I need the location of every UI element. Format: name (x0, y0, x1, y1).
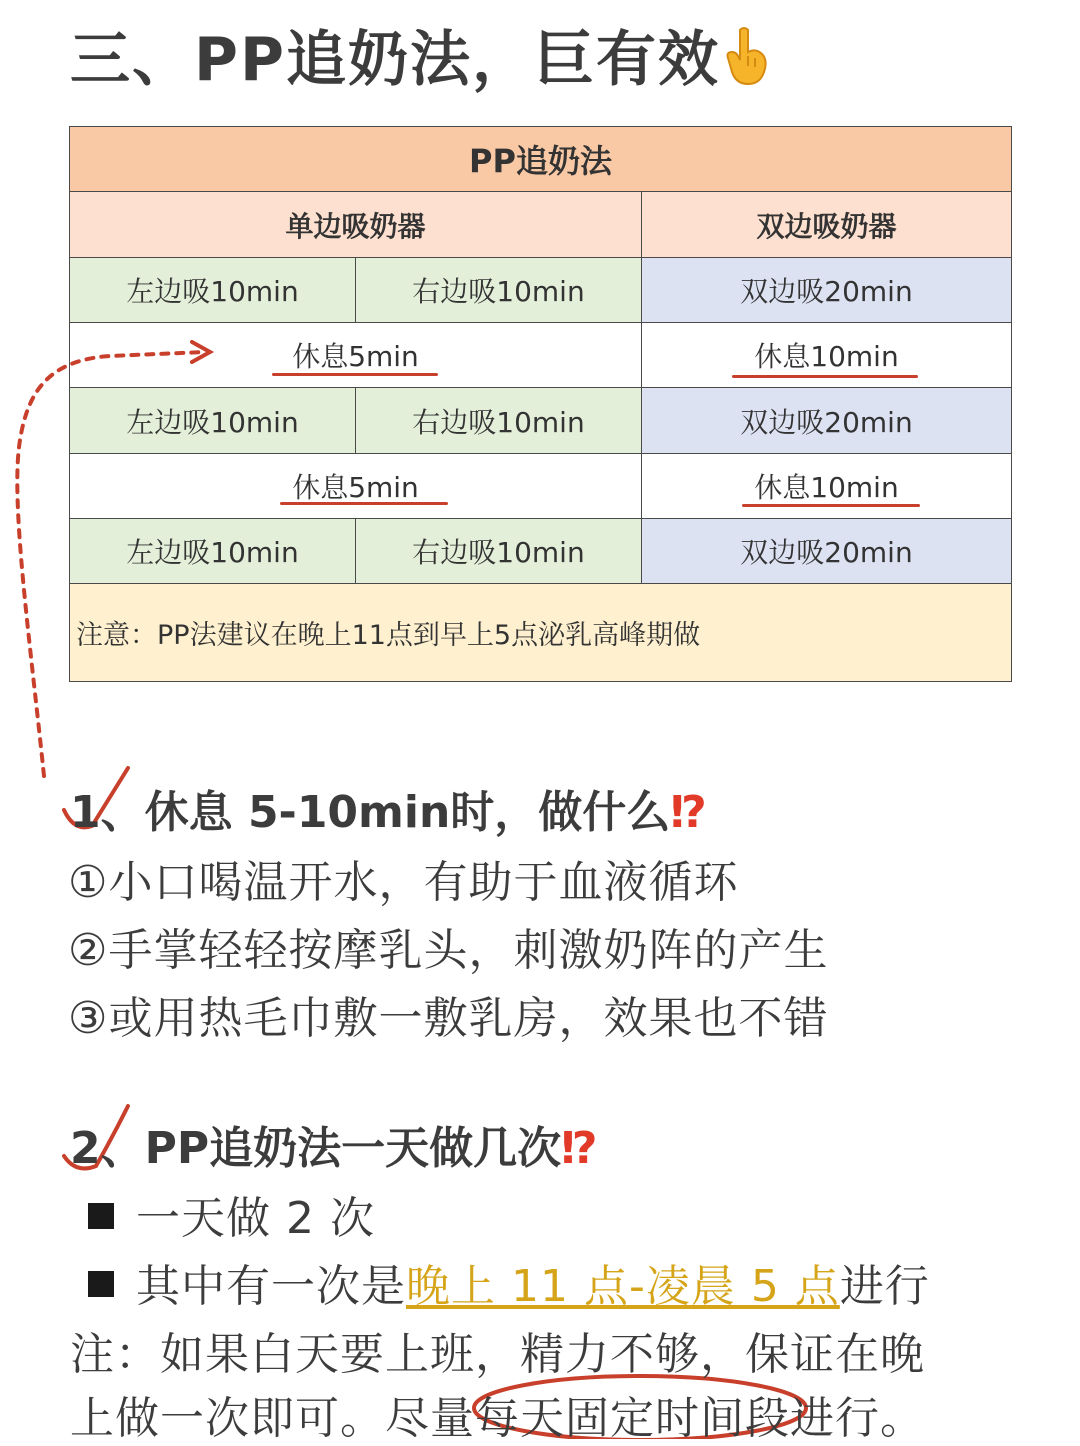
exclamation-question-icon: ⁉ (670, 787, 707, 838)
section2-note-line: 上做一次即可。尽量每天固定时间段进行。 (70, 1393, 925, 1444)
cell-rest-single: 休息5min (70, 323, 642, 388)
section2-heading (70, 1112, 598, 1176)
section1-heading (70, 776, 707, 840)
cell-left-pump: 左边吸10min (70, 388, 356, 453)
section2-bullet: 一天做 2 次 (88, 1182, 375, 1246)
section2-bullet: 其中有一次是晚上 11 点-凌晨 5 点进行 (88, 1250, 930, 1314)
cell-rest-double: 休息10min (642, 453, 1012, 518)
table-note: 注意：PP法建议在晚上11点到早上5点泌乳高峰期做 (70, 584, 1012, 682)
section1-item: ③或用热毛巾敷一敷乳房，效果也不错 (68, 993, 829, 1044)
header-single-pump: 单边吸奶器 (70, 192, 642, 257)
page-title: 三、PP追奶法，巨有效 (70, 12, 772, 98)
cell-rest-single: 休息5min (70, 453, 642, 518)
square-bullet-icon (88, 1203, 114, 1229)
header-double-pump: 双边吸奶器 (642, 192, 1012, 257)
section1-item: ②手掌轻轻按摩乳头，刺激奶阵的产生 (68, 925, 829, 976)
dotted-arrow-icon (17, 352, 205, 776)
exclamation-question-icon: ⁉ (561, 1123, 598, 1174)
section1-heading-text: 休息 5-10min时，做什么 (144, 787, 671, 838)
cell-left-pump: 左边吸10min (70, 257, 356, 322)
section1-number: 1、 (70, 787, 145, 838)
cell-left-pump: 左边吸10min (70, 519, 356, 584)
circled-text: 每天固定时间段 (475, 1393, 790, 1444)
table-title: PP追奶法 (70, 127, 1012, 192)
section2-note-line: 注：如果白天要上班，精力不够，保证在晚 (70, 1329, 925, 1380)
section1-item: ①小口喝温开水，有助于血液循环 (68, 857, 739, 908)
cell-double-pump: 双边吸20min (642, 257, 1012, 322)
highlighted-time: 晚上 11 点-凌晨 5 点 (406, 1261, 840, 1312)
cell-right-pump: 右边吸10min (356, 257, 642, 322)
cell-double-pump: 双边吸20min (642, 388, 1012, 453)
square-bullet-icon (88, 1271, 114, 1297)
cell-right-pump: 右边吸10min (356, 388, 642, 453)
section2-heading-text: PP追奶法一天做几次 (144, 1123, 562, 1174)
cell-right-pump: 右边吸10min (356, 519, 642, 584)
section2-number: 2、 (70, 1123, 145, 1174)
cell-rest-double: 休息10min (642, 323, 1012, 388)
cell-double-pump: 双边吸20min (642, 519, 1012, 584)
